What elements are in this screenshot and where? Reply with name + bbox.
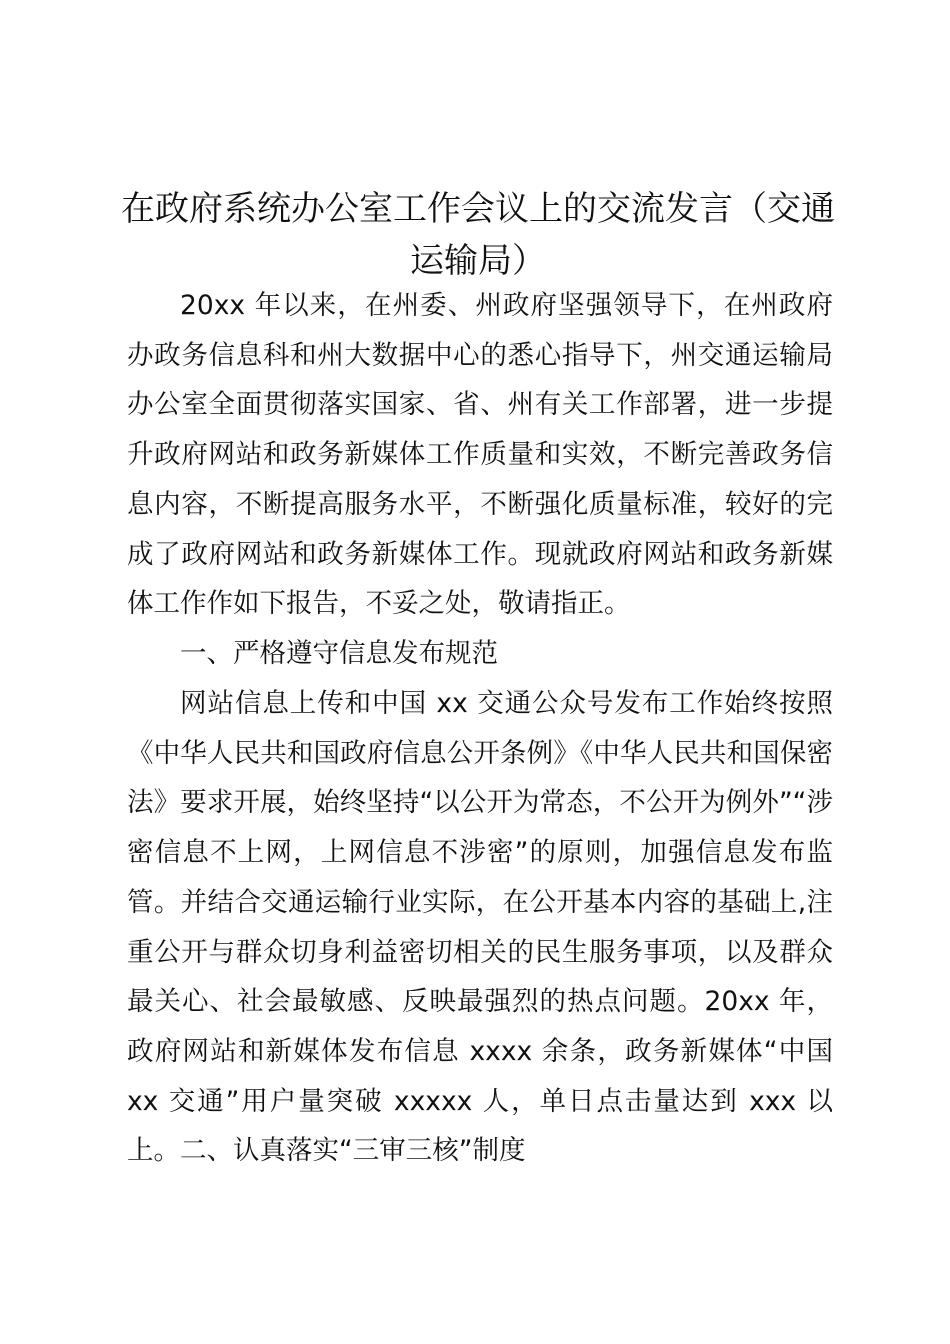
document-title: 在政府系统办公室工作会议上的交流发言（交通运输局） [121,189,835,281]
section-heading-2: 二、认真落实“三审三核”制度 [180,1135,526,1166]
section-heading-1: 一、严格遵守信息发布规范 [180,638,498,669]
intro-paragraph: 20xx 年以来，在州委、州政府坚强领导下，在州政府办政务信息科和州大数据中心的悉心指导下，州交通运输局办公室全面贯彻落实国家、省、州有关工作部署，进一步提升政府网站和政务新媒体工作质量和实效，不断完善政务信息内容，不断提高服务水平，不断强化质量标准，较好的完成了政府网站和政务新媒体工作。现就政府网站和政务新媒体工作作如下报告，不妥之处，敬请指正。 [127,290,833,620]
section-1-paragraph: 网站信息上传和中国 xx 交通公众号发布工作始终按照《中华人民共和国政府信息公开条例》《中华人民共和国保密法》要求开展，始终坚持“以公开为常态，不公开为例外”“涉密信息不上网，上网信息不涉密”的原则，加强信息发布监管。并结合交通运输行业实际，在公开基本内容的基础上,注重公开与群众切身利益密切相关的民生服务事项，以及群众最关心、社会最敏感、反映最强烈的热点问题。20xx 年，政府网站和新媒体发布信息 xxxx 余条，政务新媒体“中国 xx 交通”用户量突破 xxxxx 人，单日点击量达到 xxx 以上。 [127,688,833,1167]
